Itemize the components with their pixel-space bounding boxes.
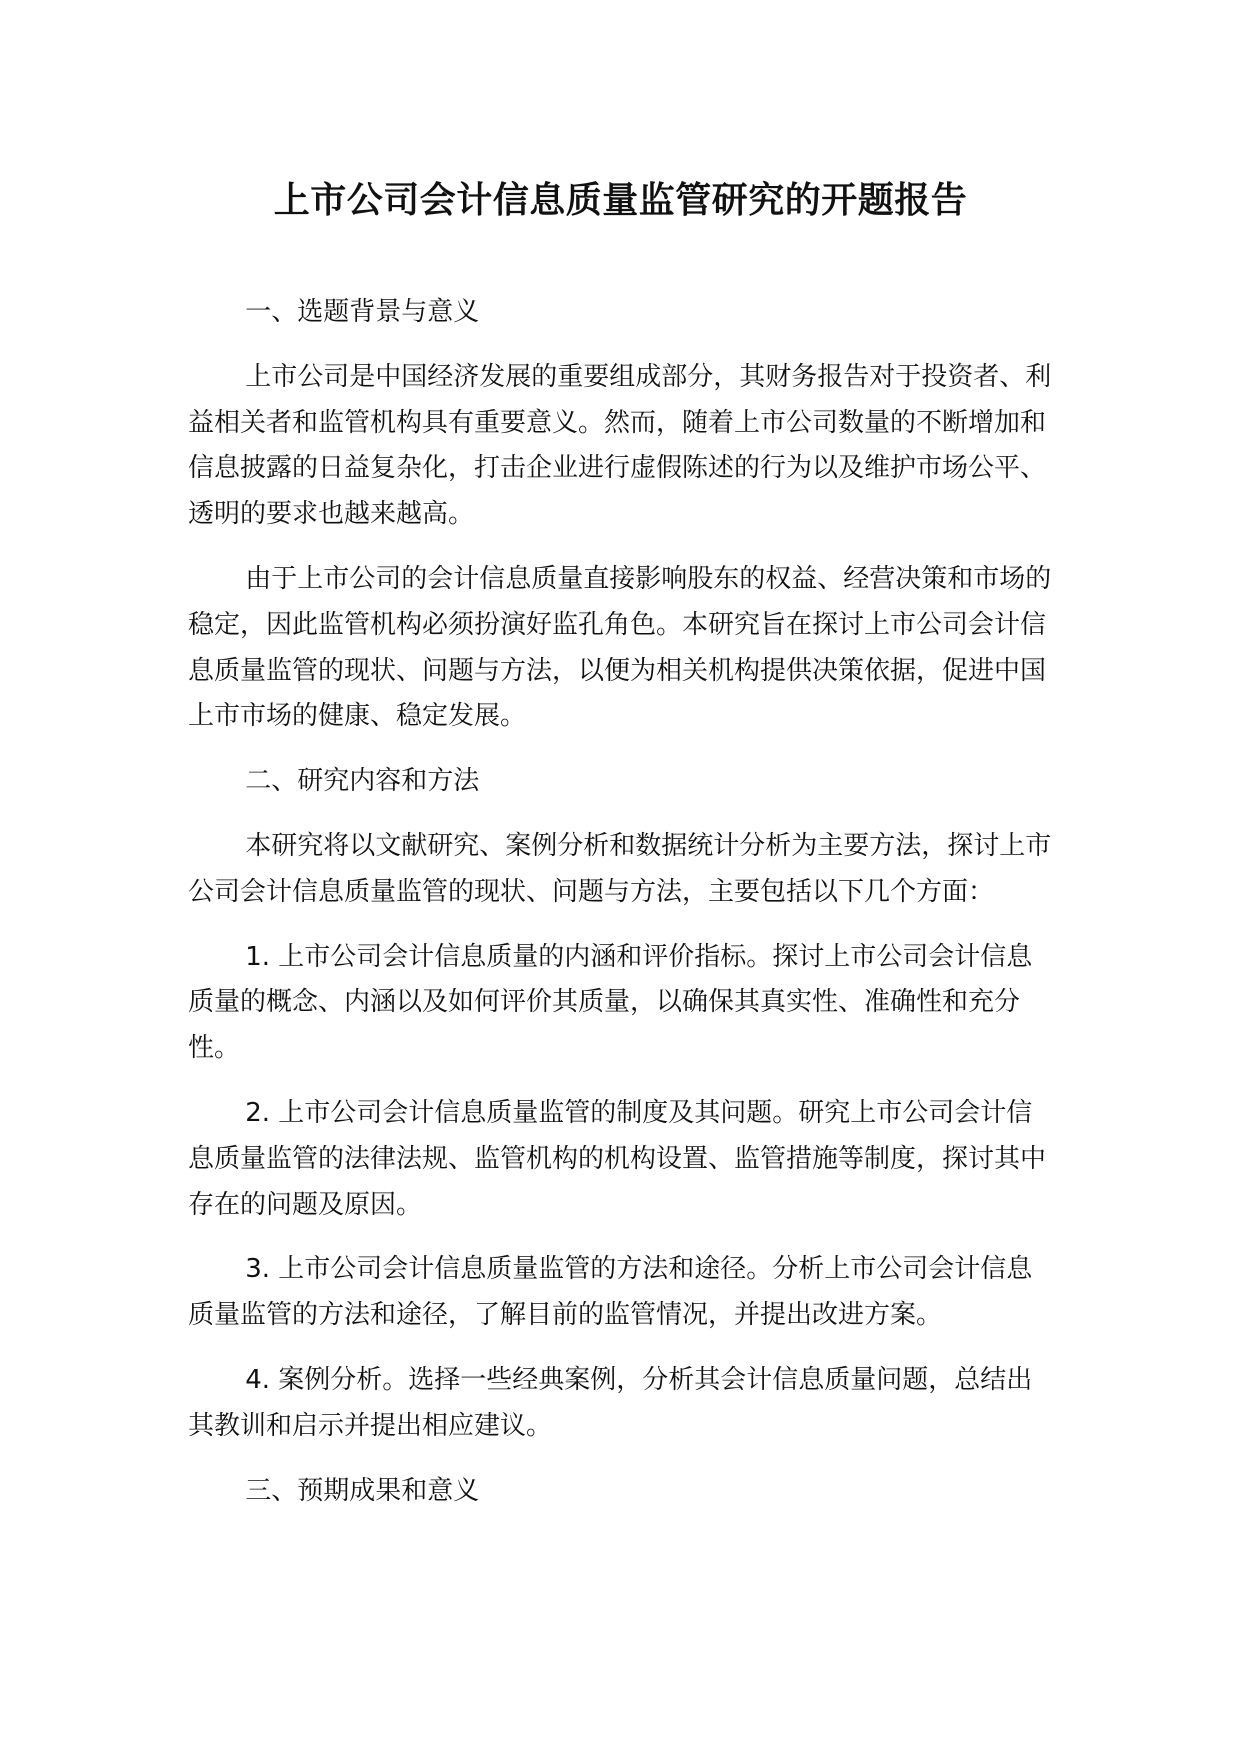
document-body	[188, 290, 1058, 1533]
paragraph: 上市公司是中国经济发展的重要组成部分，其财务报告对于投资者、利益相关者和监管机构具有重要意义。然而，随着上市公司数量的不断增加和信息披露的日益复杂化，打击企业进行虚假陈述的行为以及维护市场公平、透明的要求也越来越高。	[188, 361, 1052, 530]
paragraph: 本研究将以文献研究、案例分析和数据统计分析为主要方法，探讨上市公司会计信息质量监管的现状、问题与方法，主要包括以下几个方面：	[188, 830, 1052, 907]
section-heading: 二、研究内容和方法	[245, 766, 480, 797]
list-item: 4. 案例分析。选择一些经典案例，分析其会计信息质量问题，总结出其教训和启示并提出相应建议。	[188, 1364, 1033, 1441]
list-item: 1. 上市公司会计信息质量的内涵和评价指标。探讨上市公司会计信息质量的概念、内涵以及如何评价其质量，以确保其真实性、准确性和充分性。	[188, 941, 1033, 1064]
list-item: 3. 上市公司会计信息质量监管的方法和途径。分析上市公司会计信息质量监管的方法和途径，了解目前的监管情况，并提出改进方案。	[188, 1254, 1033, 1331]
section-heading: 三、预期成果和意义	[245, 1475, 480, 1506]
document-title: 上市公司会计信息质量监管研究的开题报告	[273, 180, 968, 221]
list-item: 2. 上市公司会计信息质量监管的制度及其问题。研究上市公司会计信息质量监管的法律法规、监管机构的机构设置、监管措施等制度，探讨其中存在的问题及原因。	[188, 1097, 1047, 1220]
section-heading: 一、选题背景与意义	[245, 297, 480, 327]
paragraph: 由于上市公司的会计信息质量直接影响股东的权益、经营决策和市场的稳定，因此监管机构必须扮演好监孔角色。本研究旨在探讨上市公司会计信息质量监管的现状、问题与方法，以便为相关机构提供决策依据，促进中国上市市场的健康、稳定发展。	[188, 563, 1052, 732]
